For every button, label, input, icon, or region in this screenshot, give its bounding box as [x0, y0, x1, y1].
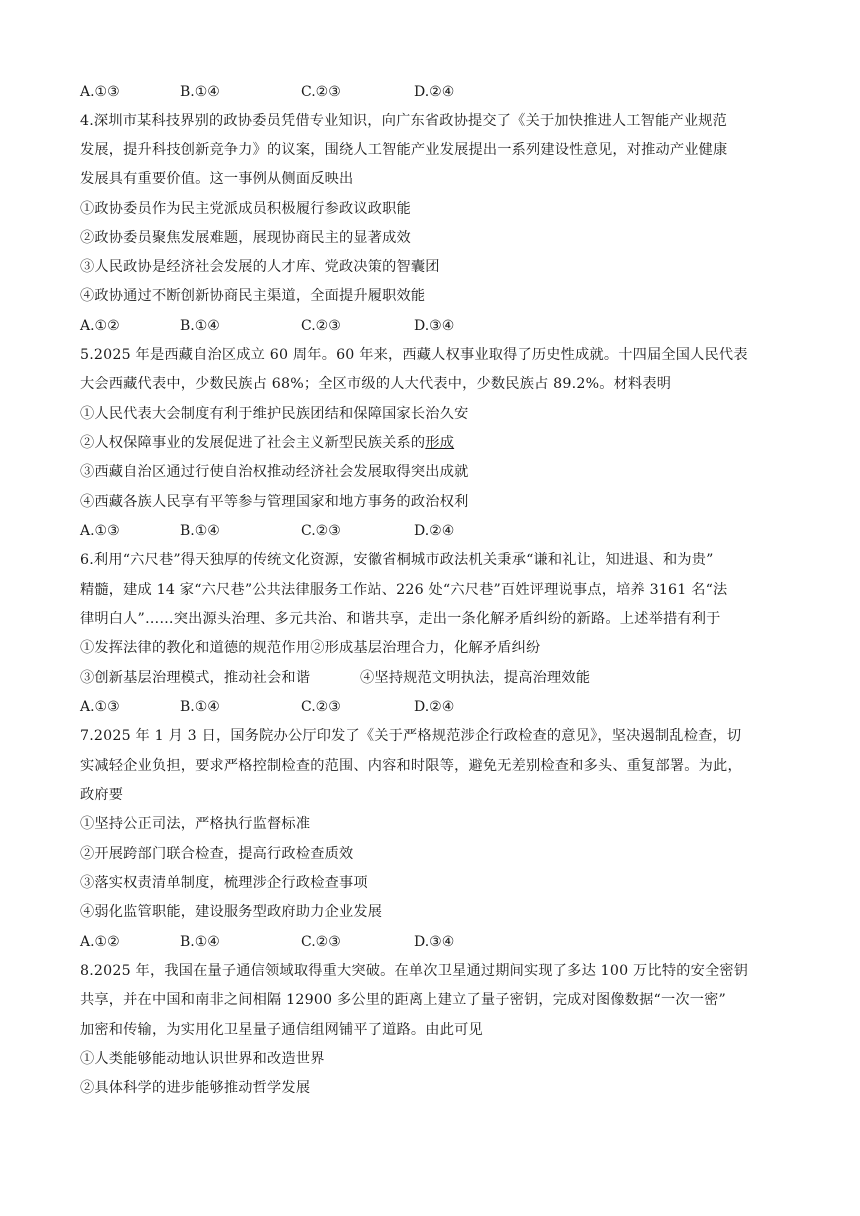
choice-b[interactable]: B.①④ [180, 318, 220, 334]
choice-c[interactable]: C.②③ [301, 84, 341, 100]
q7-option: ③落实权责清单制度，梳理涉企行政检查事项 [80, 875, 368, 891]
q6-stem-line: 律明白人”……突出源头治理、多元共治、和谐共享，走出一条化解矛盾纠纷的新路。上述举措有利于 [80, 611, 721, 627]
q8-option: ①人类能够能动地认识世界和改造世界 [80, 1051, 325, 1067]
q8-stem-line: 加密和传输，为实用化卫星量子通信组网铺平了道路。由此可见 [80, 1022, 483, 1038]
choice-d[interactable]: D.②④ [414, 699, 455, 715]
choice-b[interactable]: B.①④ [180, 699, 220, 715]
q6-option: ③创新基层治理模式，推动社会和谐 [80, 670, 311, 686]
q4-stem-line: 发展具有重要价值。这一事例从侧面反映出 [80, 171, 354, 187]
choice-b[interactable]: B.①④ [180, 523, 220, 539]
q7-option: ②开展跨部门联合检查，提高行政检查质效 [80, 846, 354, 862]
q5-option: ④西藏各族人民享有平等参与管理国家和地方事务的政治权利 [80, 494, 469, 510]
choice-a[interactable]: A.①② [80, 318, 120, 334]
choice-b[interactable]: B.①④ [180, 84, 220, 100]
q5-stem-line: 5.2025 年是西藏自治区成立 60 周年。60 年来，西藏人权事业取得了历史性成就。十四届全国人民代表 [80, 347, 748, 363]
choice-a[interactable]: A.①③ [80, 699, 120, 715]
q6-option: ①发挥法律的教化和道德的规范作用②形成基层治理合力，化解矛盾纠纷 [80, 640, 541, 656]
q5-choices [80, 521, 786, 541]
choice-c[interactable]: C.②③ [301, 523, 341, 539]
q7-option: ④弱化监管职能，建设服务型政府助力企业发展 [80, 904, 383, 920]
q4-option: ④政协通过不断创新协商民主渠道，全面提升履职效能 [80, 288, 426, 304]
q4-option: ③人民政协是经济社会发展的人才库、党政决策的智囊团 [80, 259, 440, 275]
choice-d[interactable]: D.②④ [414, 523, 455, 539]
q7-stem-line: 政府要 [80, 787, 124, 803]
q7-option: ①坚持公正司法，严格执行监督标准 [80, 816, 311, 832]
choice-d[interactable]: D.②④ [414, 84, 455, 100]
choice-c[interactable]: C.②③ [301, 318, 341, 334]
q5-option: ③西藏自治区通过行使自治权推动经济社会发展取得突出成就 [80, 464, 469, 480]
q5-option: ①人民代表大会制度有利于维护民族团结和保障国家长治久安 [80, 406, 469, 422]
q6-stem-line: 精髓，建成 14 家“六尺巷”公共法律服务工作站、226 处“六尺巷”百姓评理说事点，培养 3161 名“法 [80, 582, 728, 598]
choice-c[interactable]: C.②③ [301, 934, 341, 950]
choice-a[interactable]: A.①② [80, 934, 120, 950]
q8-option: ②具体科学的进步能够推动哲学发展 [80, 1080, 311, 1096]
underlined-word: 形成 [425, 435, 455, 451]
q7-choices [80, 932, 786, 952]
q4-choices [80, 316, 786, 336]
q3-choices [80, 82, 786, 102]
q4-option: ①政协委员作为民主党派成员积极履行参政议政职能 [80, 201, 411, 217]
q7-stem-line: 7.2025 年 1 月 3 日，国务院办公厅印发了《关于严格规范涉企行政检查的意见》，坚决遏制乱检查，切 [80, 728, 742, 744]
q7-stem-line: 实减轻企业负担，要求严格控制检查的范围、内容和时限等，避免无差别检查和多头、重复部署。为此， [80, 758, 742, 774]
choice-d[interactable]: D.③④ [414, 318, 455, 334]
q5-stem-line: 大会西藏代表中，少数民族占 68%；全区市级的人大代表中，少数民族占 89.2%。材料表明 [80, 376, 672, 392]
q6-stem-line: 6.利用“六尺巷”得天独厚的传统文化资源，安徽省桐城市政法机关秉承“谦和礼让，知进退、和为贵” [80, 552, 714, 568]
q6-option-row [80, 668, 786, 688]
q5-option-text: ②人权保障事业的发展促进了社会主义新型民族关系的 [80, 435, 426, 451]
choice-c[interactable]: C.②③ [301, 699, 341, 715]
choice-d[interactable]: D.③④ [414, 934, 455, 950]
choice-a[interactable]: A.①③ [80, 84, 120, 100]
q6-option: ④坚持规范文明执法，提高治理效能 [360, 670, 591, 686]
choice-b[interactable]: B.①④ [180, 934, 220, 950]
q5-option [80, 433, 786, 453]
q4-stem-line: 4.深圳市某科技界别的政协委员凭借专业知识，向广东省政协提交了《关于加快推进人工智能产业规范 [80, 113, 727, 129]
q8-stem-line: 共享，并在中国和南非之间相隔 12900 多公里的距离上建立了量子密钥，完成对图像数据“一次一密” [80, 992, 726, 1008]
q6-choices [80, 697, 786, 717]
choice-a[interactable]: A.①③ [80, 523, 120, 539]
q4-stem-line: 发展，提升科技创新竞争力》的议案，围绕人工智能产业发展提出一系列建设性意见，对推动产业健康 [80, 142, 728, 158]
q4-option: ②政协委员聚焦发展难题，展现协商民主的显著成效 [80, 230, 411, 246]
q8-stem-line: 8.2025 年，我国在量子通信领域取得重大突破。在单次卫星通过期间实现了多达 100 万比特的安全密钥 [80, 963, 749, 979]
